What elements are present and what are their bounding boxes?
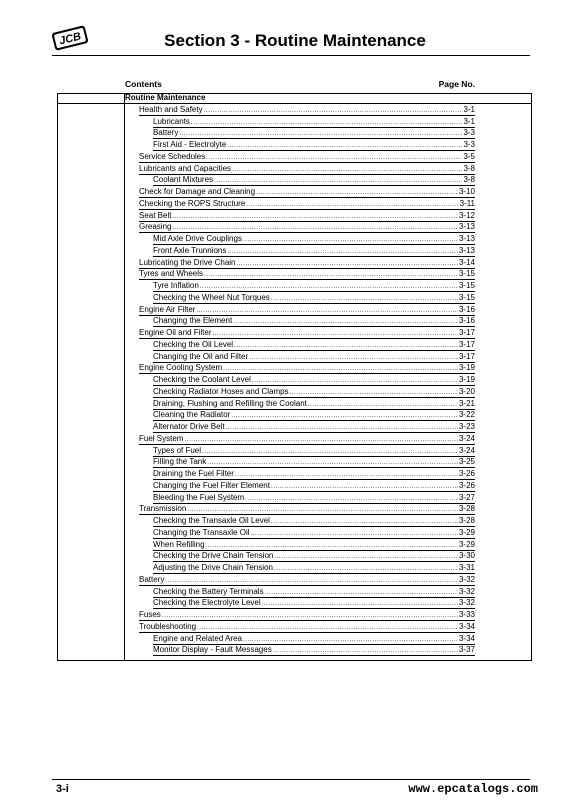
- toc-entry-label: Seat Belt: [139, 210, 172, 220]
- toc-entry-page: 3-5: [463, 151, 475, 161]
- footer-page-number: 3-i: [56, 783, 69, 795]
- toc-entry-page: 3-15: [458, 292, 475, 302]
- toc-entry-page: 3-8: [463, 163, 475, 173]
- toc-entry-label: Mid Axle Drive Couplings: [153, 234, 242, 243]
- toc-entry[interactable]: [153, 515, 475, 527]
- toc-entry-label: Tyres and Wheels: [139, 269, 204, 279]
- toc-table-column-rule: [124, 94, 125, 660]
- toc-entry-page: 3-21: [458, 398, 475, 408]
- contents-header: [125, 79, 475, 91]
- toc-entry-label: Cleaning the Radiator: [153, 410, 231, 420]
- toc-entry[interactable]: [153, 562, 475, 574]
- toc-entry-label: First Aid - Electrolyte: [153, 140, 227, 149]
- toc-entry-label: Types of Fuel: [153, 445, 202, 455]
- toc-entry-label: Draining, Flushing and Refilling the Coolant: [153, 398, 307, 408]
- toc-entry-label: Coolant Mixtures: [153, 175, 214, 185]
- toc-entry[interactable]: [153, 468, 475, 480]
- toc-entry[interactable]: [153, 586, 475, 598]
- toc-entry-page: 3-19: [458, 375, 475, 384]
- toc-entry-page: 3-8: [463, 175, 475, 185]
- toc-entry-label: Monitor Display - Fault Messages: [153, 645, 272, 655]
- toc-entry-label: Filling the Tank: [153, 457, 207, 467]
- jcb-logo-text: JCB: [58, 30, 83, 48]
- toc-entry-page: 3-33: [458, 610, 475, 619]
- toc-entry[interactable]: [153, 174, 475, 186]
- toc-entry-label: Checking the Coolant Level: [153, 375, 251, 384]
- toc-entry-page: 3-20: [458, 386, 475, 396]
- toc-entry[interactable]: [125, 92, 475, 103]
- toc-entry-label: Bleeding the Fuel System: [153, 492, 245, 502]
- toc-entry[interactable]: [153, 492, 475, 504]
- toc-entry-page: 3-26: [458, 480, 475, 490]
- toc-entry-label: Greasing: [139, 222, 172, 232]
- toc-entry-label: Engine Air Filter: [139, 304, 196, 314]
- page-number-label: Page No.: [438, 79, 475, 89]
- toc-entry[interactable]: [139, 151, 475, 163]
- toc-entry-label: Changing the Element: [153, 316, 233, 326]
- toc-entry-label: Adjusting the Drive Chain Tension: [153, 563, 273, 572]
- toc-entry-page: 3-30: [458, 551, 475, 561]
- toc-entry-page: 3-11: [459, 198, 475, 208]
- toc-entry-label: Checking the Battery Terminals: [153, 586, 264, 596]
- toc-entry-page: 3-10: [458, 187, 475, 196]
- toc-entry[interactable]: [153, 456, 475, 468]
- toc-entry-page: 3-28: [458, 504, 475, 514]
- toc-entry-label: Routine Maintenance: [125, 93, 206, 102]
- toc-entry-label: Battery: [139, 574, 165, 584]
- contents-label: Contents: [125, 79, 162, 89]
- toc-entry[interactable]: [139, 304, 475, 316]
- toc-entry-page: 3-32: [458, 598, 475, 608]
- toc-entry[interactable]: [153, 127, 475, 139]
- toc-entry-page: 3-37: [458, 645, 475, 655]
- toc-entry-page: 3-25: [458, 457, 475, 467]
- toc-entry-page: 3-28: [458, 516, 475, 525]
- toc-entry[interactable]: [153, 480, 475, 492]
- toc-entry-label: Battery: [153, 128, 179, 138]
- toc-entry[interactable]: [153, 409, 475, 421]
- toc-entry[interactable]: [153, 597, 475, 609]
- toc-entry-label: Changing the Transaxle Oil: [153, 527, 250, 537]
- toc-entry[interactable]: [153, 116, 475, 128]
- toc-entry-label: Checking the Wheel Nut Torques: [153, 292, 270, 302]
- toc-entry[interactable]: [153, 374, 475, 386]
- toc-entry-page: 3-24: [458, 445, 475, 455]
- toc-entry[interactable]: [153, 550, 475, 562]
- toc-entry[interactable]: [153, 233, 475, 245]
- toc-entry-page: 3-19: [458, 363, 475, 373]
- toc-entry[interactable]: [139, 621, 475, 633]
- footer-divider: [52, 779, 530, 780]
- toc-entry[interactable]: [139, 198, 475, 210]
- toc-entry[interactable]: [153, 421, 475, 433]
- toc-entry[interactable]: [153, 527, 475, 539]
- toc-entry-page: 3-29: [458, 539, 475, 549]
- toc-entry[interactable]: [139, 210, 475, 222]
- toc-entry-page: 3-13: [458, 245, 475, 255]
- toc-entry[interactable]: [139, 574, 475, 586]
- toc-entry[interactable]: [153, 644, 475, 656]
- toc-entry-page: 3-26: [458, 469, 475, 478]
- toc-dot-leader: [273, 646, 458, 657]
- footer-watermark: www.epcatalogs.com: [408, 782, 538, 796]
- toc-entry-page: 3-32: [458, 586, 475, 596]
- toc-entry[interactable]: [139, 503, 475, 515]
- toc-entry[interactable]: [153, 292, 475, 304]
- toc-entry-label: Checking the Drive Chain Tension: [153, 551, 274, 561]
- toc-entry[interactable]: [139, 221, 475, 233]
- toc-entry-label: Engine and Related Area: [153, 633, 242, 643]
- toc-entry-page: 3-29: [458, 527, 475, 537]
- toc-entry-page: 3-32: [458, 574, 475, 584]
- toc-entry[interactable]: [153, 398, 475, 410]
- toc-entry-page: 3-15: [458, 269, 475, 279]
- toc-entry-label: Service Schedules: [139, 151, 206, 161]
- toc-entry-page: 3-1: [463, 116, 475, 126]
- toc-entry-label: Health and Safety: [139, 104, 203, 114]
- toc-entry-page: 3-34: [458, 621, 475, 631]
- toc-entry-page: 3-3: [463, 128, 475, 138]
- toc-entry-label: Checking the ROPS Structure: [139, 198, 246, 208]
- toc-entry-page: 3-12: [458, 210, 475, 220]
- toc-entry[interactable]: [153, 386, 475, 398]
- toc-entry-label: When Refilling: [153, 539, 205, 549]
- toc-entry-label: Draining the Fuel Filter: [153, 469, 234, 478]
- toc-entry-page: 3-14: [458, 257, 475, 267]
- toc-entry-label: Fuses: [139, 610, 161, 619]
- toc-entry-page: 3-34: [458, 633, 475, 643]
- toc-entry-page: 3-1: [463, 104, 475, 114]
- toc-entry-label: Tyre Inflation: [153, 281, 199, 290]
- toc-entry[interactable]: [153, 280, 475, 292]
- toc-entry[interactable]: [139, 609, 475, 621]
- toc-entry-label: Engine Cooling System: [139, 363, 223, 373]
- toc-entry-page: 3-31: [458, 563, 475, 572]
- toc-entry[interactable]: [153, 139, 475, 151]
- toc-entry-label: Lubricants: [153, 116, 190, 126]
- toc-entry-label: Changing the Oil and Filter: [153, 351, 249, 361]
- toc-entry[interactable]: [153, 339, 475, 351]
- toc-entry-label: Front Axle Trunnions: [153, 245, 227, 255]
- toc-entry-page: 3-24: [458, 433, 475, 443]
- toc-entry-label: Checking the Electrolyte Level: [153, 598, 261, 608]
- toc-entry-page: 3-27: [458, 492, 475, 502]
- toc-entry[interactable]: [139, 362, 475, 374]
- toc-entry-page: 3-16: [458, 304, 475, 314]
- toc-entry-page: 3-13: [458, 222, 475, 232]
- toc-entry-label: Alternator Drive Belt: [153, 422, 225, 431]
- toc-entry[interactable]: [153, 351, 475, 363]
- toc-entry-page: 3-13: [458, 234, 475, 243]
- toc-entry-label: Engine Oil and Filter: [139, 328, 212, 337]
- toc-entry-page: 3-15: [458, 281, 475, 290]
- toc-entry[interactable]: [139, 257, 475, 269]
- toc-entry[interactable]: [139, 186, 475, 198]
- header-divider: [52, 55, 530, 56]
- toc-entry-label: Checking Radiator Hoses and Clamps: [153, 386, 289, 396]
- toc-entry[interactable]: [139, 104, 475, 116]
- toc-entry[interactable]: [139, 268, 475, 280]
- toc-entry[interactable]: [139, 327, 475, 339]
- toc-entry-label: Troubleshooting: [139, 621, 197, 631]
- toc-entry[interactable]: [153, 445, 475, 457]
- toc-entry-page: 3-17: [458, 328, 475, 337]
- toc-entry-label: Checking the Transaxle Oil Level: [153, 516, 270, 525]
- toc-entry-label: Transmission: [139, 504, 187, 514]
- toc-entry[interactable]: [153, 539, 475, 551]
- toc-entry-label: Checking the Oil Level: [153, 339, 234, 349]
- page-title: Section 3 - Routine Maintenance: [164, 31, 426, 50]
- toc-entry-label: Check for Damage and Cleaning: [139, 187, 256, 196]
- toc-entry-page: 3-16: [458, 316, 475, 326]
- toc-entry-page: 3-3: [463, 140, 475, 149]
- toc-entry[interactable]: [153, 315, 475, 327]
- toc-entry-page: 3-17: [458, 351, 475, 361]
- toc-entry-label: Fuel System: [139, 433, 184, 443]
- toc-entry-page: 3-23: [458, 422, 475, 431]
- toc-entry-page: 3-17: [458, 339, 475, 349]
- toc-entry[interactable]: [139, 433, 475, 445]
- toc-entry-label: Lubricating the Drive Chain: [139, 257, 236, 267]
- toc-entry-label: Changing the Fuel Filter Element: [153, 480, 270, 490]
- toc-entry[interactable]: [153, 245, 475, 257]
- toc-entry[interactable]: [153, 633, 475, 645]
- toc-entry-page: 3-22: [458, 410, 475, 420]
- toc-entry-label: Lubricants and Capacities: [139, 163, 232, 173]
- toc-entry[interactable]: [139, 163, 475, 175]
